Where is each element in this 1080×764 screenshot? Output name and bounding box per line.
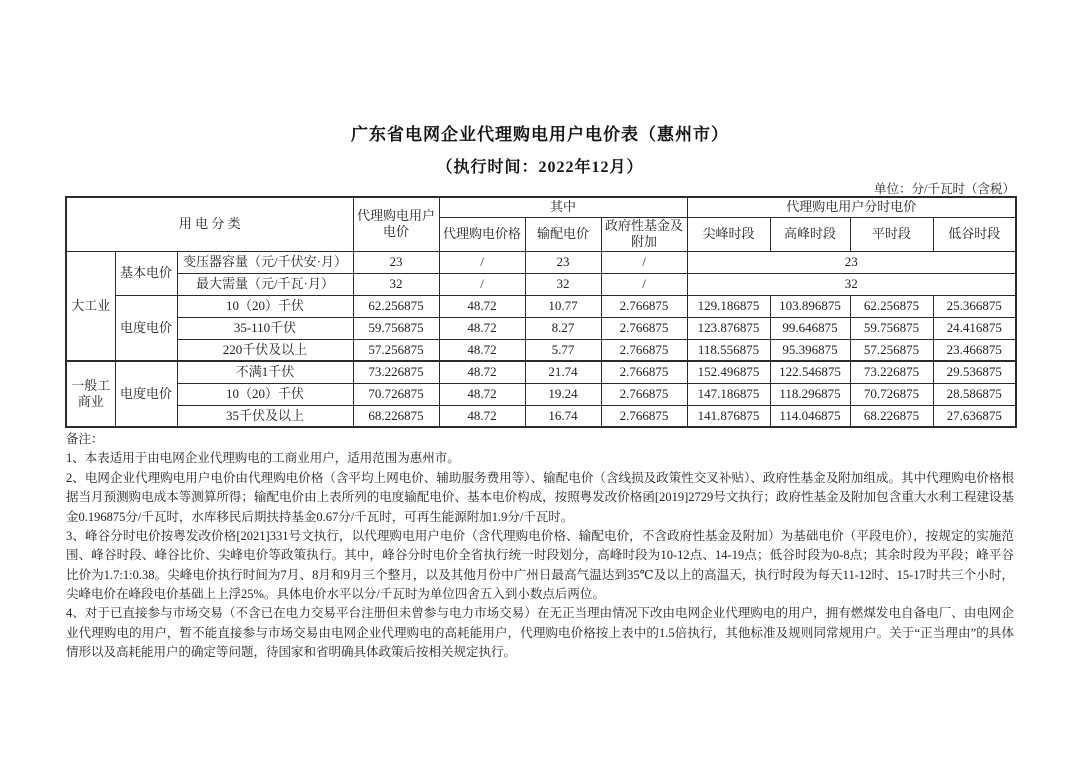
price-cell-flat: 68.226875	[850, 405, 933, 427]
price-cell-transmission: 16.74	[525, 405, 601, 427]
page-subtitle: （执行时间：2022年12月）	[436, 159, 644, 176]
row-label-cell: 35千伏及以上	[177, 405, 353, 427]
price-cell-total: 70.726875	[353, 383, 439, 405]
price-cell-funds: /	[601, 273, 687, 295]
price-cell-transmission: 8.27	[525, 317, 601, 339]
price-cell-purchase: 48.72	[439, 339, 525, 361]
row-label-cell: 最大需量（元/千瓦·月）	[177, 273, 353, 295]
header-cell-sharp-peak: 尖峰时段	[687, 217, 770, 251]
price-cell-peak: 99.646875	[770, 317, 850, 339]
price-cell-valley: 28.586875	[933, 383, 1016, 405]
price-cell-transmission: 5.77	[525, 339, 601, 361]
header-cell-peak: 高峰时段	[770, 217, 850, 251]
table-row	[66, 273, 1016, 295]
group-cell-energy-price: 电度电价	[115, 295, 177, 361]
table-row	[66, 405, 1016, 427]
row-label-cell: 变压器容量（元/千伏安·月）	[177, 251, 353, 273]
price-cell-valley: 25.366875	[933, 295, 1016, 317]
price-cell-funds: 2.766875	[601, 339, 687, 361]
table-header-row	[66, 197, 1016, 217]
price-cell-flat: 59.756875	[850, 317, 933, 339]
price-cell-purchase: 48.72	[439, 361, 525, 383]
price-cell-flat: 62.256875	[850, 295, 933, 317]
price-cell-total: 32	[353, 273, 439, 295]
price-cell-sharp: 123.876875	[687, 317, 770, 339]
price-cell-transmission: 19.24	[525, 383, 601, 405]
price-cell-purchase: 48.72	[439, 295, 525, 317]
row-label-cell: 10（20）千伏	[177, 295, 353, 317]
group-cell-energy-price: 电度电价	[115, 361, 177, 427]
header-cell-classification: 用 电 分 类	[66, 197, 353, 251]
page-title: 广东省电网企业代理购电用户电价表（惠州市）	[351, 125, 729, 144]
price-cell-sharp: 152.496875	[687, 361, 770, 383]
price-cell-transmission: 23	[525, 251, 601, 273]
price-cell-purchase: 48.72	[439, 383, 525, 405]
price-cell-funds: /	[601, 251, 687, 273]
price-cell-valley: 27.636875	[933, 405, 1016, 427]
note-item-3: 3、峰谷分时电价按粤发改价格[2021]331号文执行，以代理购电用户电价（含代理购电价格、输配电价，不含政府性基金及附加）为基础电价（平段电价），按规定的实施范围、峰谷时段、峰谷比价、尖峰电价等政策执行。其中，峰谷分时电价全省执行统一时段划分，高峰时段为10-12点、14-19点；低谷时段为0-8点；其余时段为平段；峰平谷比价为1.7:1:0.38。尖峰电价执行时间为7月、8月和9月三个整月，以及其他月份中广州日最高气温达到35℃及以上的高温天，执行时段为每天11-12时、15-17时共三个小时，尖峰电价在峰段电价基础上上浮25%。具体电价水平以分/千瓦时为单位四舍五入到小数点后两位。	[66, 528, 1014, 601]
price-cell-funds: 2.766875	[601, 405, 687, 427]
price-cell-flat: 57.256875	[850, 339, 933, 361]
group-cell-large-industry: 大工业	[66, 251, 115, 361]
note-item-1: 1、本表适用于由电网企业代理购电的工商业用户，适用范围为惠州市。	[66, 451, 460, 466]
price-cell-funds: 2.766875	[601, 361, 687, 383]
price-cell-total: 59.756875	[353, 317, 439, 339]
price-cell-sharp: 147.186875	[687, 383, 770, 405]
table-row	[66, 317, 1016, 339]
price-cell-total: 68.226875	[353, 405, 439, 427]
price-cell-purchase: /	[439, 273, 525, 295]
note-item-2: 2、电网企业代理购电用户电价由代理购电价格（含平均上网电价、辅助服务费用等）、输配电价（含线损及政策性交叉补贴）、政府性基金及附加组成。其中代理购电价格根据当月预测购电成本等测算所得；输配电价由上表所列的电度输配电价、基本电价构成，按照粤发改价格函[2019]2729号文执行；政府性基金及附加包含重大水利工程建设基金0.196875分/千瓦时，水库移民后期扶持基金0.67分/千瓦时，可再生能源附加1.9分/千瓦时。	[66, 470, 1014, 524]
notes-heading: 备注：	[66, 432, 104, 446]
notes-section	[66, 430, 1014, 663]
price-cell-peak: 118.296875	[770, 383, 850, 405]
price-cell-valley: 29.536875	[933, 361, 1016, 383]
price-cell-peak: 114.046875	[770, 405, 850, 427]
price-cell-sharp: 129.186875	[687, 295, 770, 317]
price-cell-flat: 73.226875	[850, 361, 933, 383]
price-cell-funds: 2.766875	[601, 383, 687, 405]
price-cell-funds: 2.766875	[601, 295, 687, 317]
price-cell-peak: 122.546875	[770, 361, 850, 383]
price-cell-transmission: 21.74	[525, 361, 601, 383]
price-cell-sharp: 141.876875	[687, 405, 770, 427]
header-cell-valley: 低谷时段	[933, 217, 1016, 251]
row-label-cell: 220千伏及以上	[177, 339, 353, 361]
price-cell-transmission: 32	[525, 273, 601, 295]
table-row	[66, 361, 1016, 383]
price-cell-flat: 70.726875	[850, 383, 933, 405]
group-cell-general-industry: 一般工商业	[66, 361, 115, 427]
price-cell-sharp: 118.556875	[687, 339, 770, 361]
group-cell-basic-price: 基本电价	[115, 251, 177, 295]
table-row	[66, 339, 1016, 361]
price-cell-total: 73.226875	[353, 361, 439, 383]
note-item-4: 4、对于已直接参与市场交易（不含已在电力交易平台注册但未曾参与电力市场交易）在无正当理由情况下改由电网企业代理购电的用户，拥有燃煤发电自备电厂、由电网企业代理购电的用户，暂不能直接参与市场交易由电网企业代理购电的高耗能用户，代理购电价格按上表中的1.5倍执行，其他标准及规则同常规用户。关于“正当理由”的具体情形以及高耗能用户的确定等问题，待国家和省明确具体政策后按相关规定执行。	[66, 606, 1014, 660]
price-cell-peak: 95.396875	[770, 339, 850, 361]
price-cell-total: 57.256875	[353, 339, 439, 361]
row-label-cell: 10（20）千伏	[177, 383, 353, 405]
price-cell-total: 23	[353, 251, 439, 273]
price-cell-valley: 24.416875	[933, 317, 1016, 339]
price-cell-tou-merged: 23	[687, 251, 1016, 273]
price-table	[65, 196, 1017, 428]
price-cell-purchase: /	[439, 251, 525, 273]
price-cell-peak: 103.896875	[770, 295, 850, 317]
row-label-cell: 不满1千伏	[177, 361, 353, 383]
table-row	[66, 295, 1016, 317]
price-cell-funds: 2.766875	[601, 317, 687, 339]
unit-note: 单位：分/千瓦时（含税）	[874, 182, 1015, 196]
header-cell-flat: 平时段	[850, 217, 933, 251]
header-cell-among-which: 其中	[439, 197, 687, 217]
header-cell-agency-user-price: 代理购电用户电价	[353, 197, 439, 251]
row-label-cell: 35-110千伏	[177, 317, 353, 339]
price-cell-valley: 23.466875	[933, 339, 1016, 361]
header-cell-transmission-price: 输配电价	[525, 217, 601, 251]
price-cell-tou-merged: 32	[687, 273, 1016, 295]
price-cell-total: 62.256875	[353, 295, 439, 317]
table-row	[66, 383, 1016, 405]
header-cell-agency-purchase-price: 代理购电价格	[439, 217, 525, 251]
price-cell-purchase: 48.72	[439, 405, 525, 427]
price-cell-transmission: 10.77	[525, 295, 601, 317]
header-cell-gov-funds: 政府性基金及附加	[601, 217, 687, 251]
header-cell-tou-title: 代理购电用户分时电价	[687, 197, 1016, 217]
price-cell-purchase: 48.72	[439, 317, 525, 339]
table-row	[66, 251, 1016, 273]
